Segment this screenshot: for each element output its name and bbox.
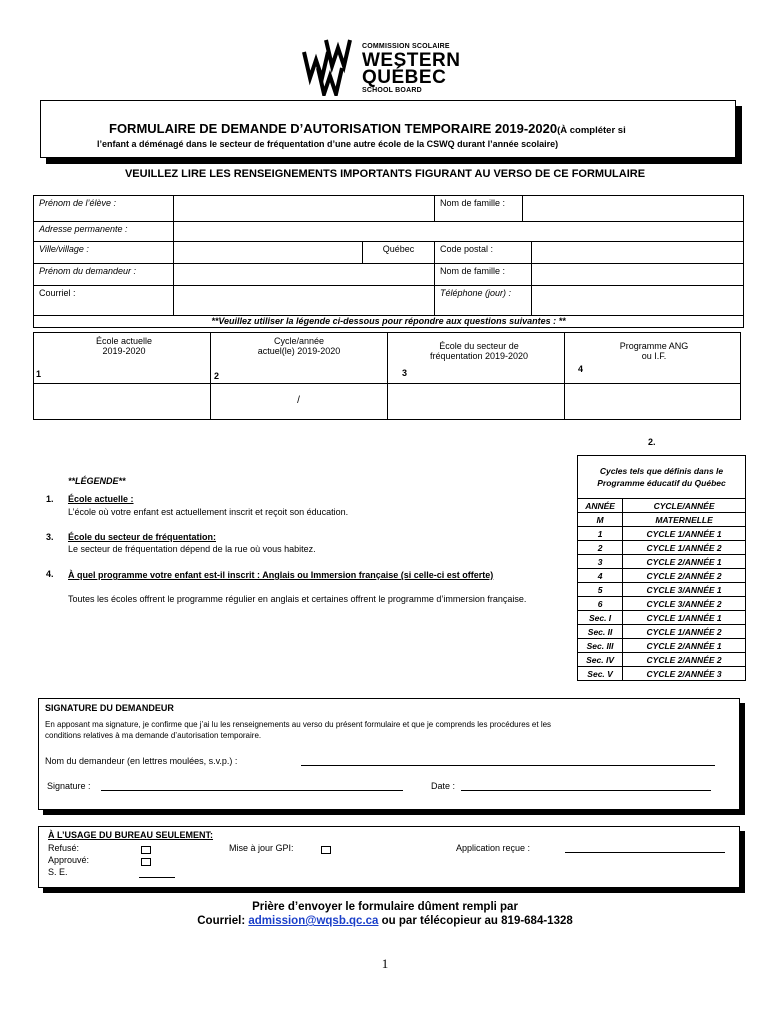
email-label: Courriel : [34,286,174,316]
signature-section [38,698,740,810]
cycles-row [578,639,746,653]
requester-firstname-label: Prénom du demandeur : [34,264,174,286]
ref-3: 3 [402,368,408,378]
cycles-year-cell: 2 [578,541,623,555]
postal-code-field[interactable] [532,242,744,264]
cycles-row [578,625,746,639]
cycles-year-cell: 3 [578,555,623,569]
cycles-row [578,555,746,569]
cycles-cycle-cell: CYCLE 1/ANNÉE 1 [623,611,746,625]
refused-checkbox[interactable] [141,846,151,854]
family-name-label: Nom de famille : [435,196,523,222]
refused-label: Refusé: [48,843,80,853]
cycles-row [578,653,746,667]
cycles-year-cell: Sec. IV [578,653,623,667]
footer-instruction: Prière d’envoyer le formulaire dûment rempli par [252,901,518,913]
form-subtitle: l’enfant a déménagé dans le secteur de fréquentation d’une autre école de la CSWQ durant l’année scolaire) [97,139,559,149]
cycles-col-cycle: CYCLE/ANNÉE [623,499,746,513]
se-label: S. E. [48,867,68,877]
email-link[interactable]: admission@wqsb.qc.ca [248,915,379,927]
page-number: 1 [381,956,389,971]
current-school-field[interactable] [36,385,208,417]
approved-checkbox[interactable] [141,858,151,866]
sector-school-header: École du secteur de fréquentation 2019-2020 [429,341,529,361]
cycles-year-cell: 4 [578,569,623,583]
legend-ref-2: 2. [648,437,656,447]
postal-code-label: Code postal : [435,242,532,264]
cycles-cycle-cell: CYCLE 3/ANNÉE 2 [623,597,746,611]
form-title: FORMULAIRE DE DEMANDE D’AUTORISATION TEMPORAIRE 2019-2020(À compléter si [109,121,626,136]
phone-field[interactable] [532,286,744,316]
legend-num-3: 3. [46,532,54,542]
phone-label: Téléphone (jour) : [435,286,532,316]
cycles-cycle-cell: CYCLE 1/ANNÉE 2 [623,625,746,639]
current-school-header: École actuelle 2019-2020 [95,336,153,356]
gpi-label: Mise à jour GPI: [229,843,294,853]
program-header: Programme ANG ou I.F. [619,341,689,361]
cycles-year-cell: 1 [578,527,623,541]
ref-1: 1 [36,369,42,379]
cycles-row [578,569,746,583]
signature-text-1: En apposant ma signature, je confirme que j’ai lu les renseignements au verso du présent formulaire et que je comprends les procédures et les [45,720,552,729]
current-cycle-field[interactable]: / [297,395,300,406]
signature-label: Signature : [47,781,91,791]
cycles-year-cell: M [578,513,623,527]
legend-text-4: Toutes les écoles offrent le programme régulier en anglais et certaines offrent le programme d’immersion française. [68,594,527,604]
legend-num-4: 4. [46,569,54,579]
cycles-table [577,455,746,681]
approved-label: Approuvé: [48,855,90,865]
cycles-cycle-cell: CYCLE 2/ANNÉE 2 [623,569,746,583]
cycles-row [578,513,746,527]
cycles-year-cell: Sec. V [578,667,623,681]
gpi-checkbox[interactable] [321,846,331,854]
cycles-row [578,597,746,611]
cycles-cycle-cell: MATERNELLE [623,513,746,527]
office-title: À L’USAGE DU BUREAU SEULEMENT: [48,830,214,840]
cycles-row [578,541,746,555]
cycles-cycle-cell: CYCLE 2/ANNÉE 3 [623,667,746,681]
ref-4: 4 [578,364,584,374]
student-firstname-field[interactable] [174,196,435,222]
cycles-row [578,611,746,625]
signature-title: SIGNATURE DU DEMANDEUR [45,703,174,713]
signature-text-2: conditions relatives à ma demande d’autorisation temporaire. [45,731,262,740]
legend-text-3: Le secteur de fréquentation dépend de la rue où vous habitez. [68,544,316,554]
legend-text-1: L’école où votre enfant est actuellement inscrit et reçoit son éducation. [68,507,349,517]
requester-name-label: Nom du demandeur (en lettres moulées, s.v.p.) : [45,756,238,766]
legend-num-1: 1. [46,494,54,504]
cycles-year-cell: Sec. II [578,625,623,639]
legend-title: **LÉGENDE** [68,476,126,486]
cycles-col-year: ANNÉE [578,499,623,513]
logo-line1: COMMISSION SCOLAIRE [362,43,450,50]
requester-lastname-label: Nom de famille : [435,264,532,286]
application-label: Application reçue : [456,843,531,853]
requester-name-line[interactable] [301,765,715,766]
cycles-year-cell: 5 [578,583,623,597]
province-label: Québec [363,242,435,264]
cycles-cycle-cell: CYCLE 1/ANNÉE 2 [623,541,746,555]
footer-contact: Courriel: admission@wqsb.qc.ca ou par télécopieur au 819-684-1328 [197,915,573,927]
cycles-cycle-cell: CYCLE 2/ANNÉE 1 [623,555,746,569]
signature-line[interactable] [101,790,403,791]
legend-heading-4: À quel programme votre enfant est-il inscrit : Anglais ou Immersion française (si celle-ci est offerte) [68,570,494,580]
city-field[interactable] [174,242,363,264]
logo-line2: WESTERN [362,50,461,71]
office-use-section [38,826,740,888]
student-firstname-label: Prénom de l’élève : [34,196,174,222]
logo-line4: SCHOOL BOARD [362,87,422,94]
sector-school-field[interactable] [389,385,562,417]
email-field[interactable] [174,286,435,316]
cycles-cycle-cell: CYCLE 2/ANNÉE 1 [623,639,746,653]
logo-line3: QUÉBEC [362,67,447,88]
legend-note: **Veuillez utiliser la légende ci-dessous pour répondre aux questions suivantes : ** [34,316,744,328]
city-label: Ville/village : [34,242,174,264]
title-box [40,100,736,158]
cycles-row [578,527,746,541]
date-line[interactable] [461,790,711,791]
cycles-year-cell: 6 [578,597,623,611]
application-line[interactable] [565,852,725,853]
cycles-cycle-cell: CYCLE 3/ANNÉE 1 [623,583,746,597]
current-cycle-header: Cycle/année actuel(le) 2019-2020 [257,336,341,356]
cycles-row [578,583,746,597]
program-field[interactable] [566,385,738,417]
logo-icon [300,38,356,96]
notice-heading: VEUILLEZ LIRE LES RENSEIGNEMENTS IMPORTANTS FIGURANT AU VERSO DE CE FORMULAIRE [124,168,646,180]
address-label: Adresse permanente : [34,222,174,242]
cycles-row [578,667,746,681]
cycles-header: Cycles tels que définis dans le Programme éducatif du Québec [578,456,746,499]
family-name-field[interactable] [523,196,744,222]
school-info-grid [33,332,741,420]
request-form [33,195,744,328]
requester-lastname-field[interactable] [532,264,744,286]
cycles-year-cell: Sec. III [578,639,623,653]
ref-2: 2 [214,371,220,381]
cycles-cycle-cell: CYCLE 1/ANNÉE 1 [623,527,746,541]
date-label: Date : [431,781,456,791]
requester-firstname-field[interactable] [174,264,435,286]
cycles-cycle-cell: CYCLE 2/ANNÉE 2 [623,653,746,667]
legend-heading-3: École du secteur de fréquentation: [68,532,217,542]
address-field[interactable] [174,222,744,242]
legend-heading-1: École actuelle : [68,494,134,504]
se-line[interactable] [139,877,175,878]
cycles-year-cell: Sec. I [578,611,623,625]
